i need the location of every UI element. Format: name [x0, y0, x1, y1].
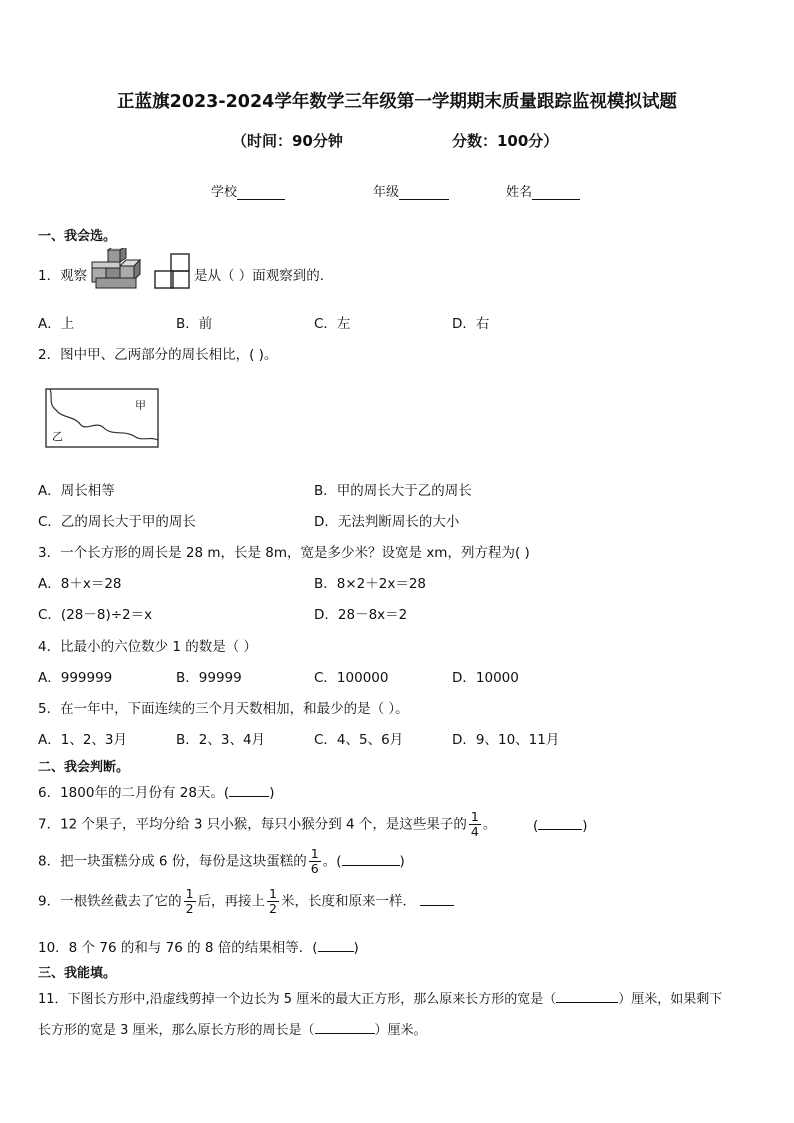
grade-blank[interactable]: [399, 185, 449, 200]
question-11-text-c: 长方形的宽是 3 厘米，那么原长方形的周长是（: [38, 1023, 315, 1038]
q3-option-a[interactable]: A．8＋x＝28: [38, 576, 122, 592]
name-blank[interactable]: [532, 185, 580, 200]
question-7: [38, 810, 496, 839]
question-7-text: 7．12 个果子，平均分给 3 只小猴，每只小猴分到 4 个，是这些果子的: [38, 816, 467, 833]
question-10: 10．8 个 76 的和与 76 的 8 倍的结果相等．( ): [38, 940, 359, 956]
q5-option-c[interactable]: C．4、5、6月: [314, 732, 404, 748]
q8-answer-blank[interactable]: [342, 853, 400, 866]
exam-time: （时间：90分钟: [232, 132, 343, 150]
grade-label: 年级: [373, 185, 400, 200]
question-9-pre: 9．一根铁丝截去了它的: [38, 893, 182, 910]
question-11-text-d: ）厘米。: [374, 1023, 427, 1038]
q6-answer-blank[interactable]: [229, 784, 269, 797]
q2-option-d[interactable]: D．无法判断周长的大小: [314, 514, 460, 530]
q11-width-blank[interactable]: [556, 990, 618, 1003]
question-11-line-2: [38, 1019, 427, 1038]
q1-option-d[interactable]: D．右: [452, 316, 490, 332]
q5-option-a[interactable]: A．1、2、3月: [38, 732, 128, 748]
question-9-mid: 后，再接上: [197, 893, 266, 910]
q1-option-a[interactable]: A．上: [38, 316, 75, 332]
q3-option-b[interactable]: B．8×2＋2x＝28: [314, 576, 427, 592]
q1-option-c[interactable]: C．左: [314, 316, 351, 332]
section-heading-judge: 二、我会判断。: [38, 760, 130, 775]
fraction-one-quarter: $\frac{1}{4}$: [470, 809, 479, 839]
fraction-one-half-a: $\frac{1}{2}$: [185, 886, 194, 916]
q7-after: 。: [482, 816, 497, 833]
q4-option-b[interactable]: B．99999: [176, 670, 242, 686]
exam-score: 分数：100分）: [452, 132, 559, 150]
q9-answer-blank[interactable]: [420, 893, 454, 906]
label-yi: 乙: [52, 430, 63, 443]
name-label: 姓名: [506, 185, 533, 200]
grade-field[interactable]: [373, 181, 449, 200]
fraction-one-sixth: $\frac{1}{6}$: [310, 846, 319, 876]
label-jia: 甲: [135, 399, 146, 412]
name-field[interactable]: [506, 181, 580, 200]
question-9-post: 米，长度和原来一样．: [281, 893, 416, 910]
question-4-text: 4．比最小的六位数少 1 的数是（ ）: [38, 639, 258, 655]
section-heading-fill: 三、我能填。: [38, 966, 117, 981]
q10-answer-blank[interactable]: [318, 939, 354, 952]
question-11-text-a: 11．下图长方形中,沿虚线剪掉一个边长为 5 厘米的最大正方形，那么原来长方形的宽是（: [38, 992, 557, 1007]
question-3-text: 3．一个长方形的周长是 28 m，长是 8m，宽是多少米？设宽是 xm，列方程为( ): [38, 545, 530, 561]
school-blank[interactable]: [237, 185, 285, 200]
q3-option-d[interactable]: D．28－8x＝2: [314, 607, 408, 623]
school-label: 学校: [211, 185, 238, 200]
page-title: 正蓝旗2023-2024学年数学三年级第一学期期末质量跟踪监视模拟试题: [117, 92, 677, 112]
q4-option-d[interactable]: D．10000: [452, 670, 519, 686]
q2-option-c[interactable]: C．乙的周长大于甲的周长: [38, 514, 196, 530]
q5-option-d[interactable]: D．9、10、11月: [452, 732, 560, 748]
question-1-text: 是从（ ）面观察到的．: [194, 268, 334, 284]
q7-answer: ( ): [533, 818, 588, 834]
q4-option-a[interactable]: A．999999: [38, 670, 113, 686]
q1-option-b[interactable]: B．前: [176, 316, 213, 332]
question-11-text-b: ）厘米，如果剩下: [618, 992, 723, 1007]
question-9: [38, 887, 454, 916]
q4-option-c[interactable]: C．100000: [314, 670, 389, 686]
q6-close: ): [269, 785, 275, 801]
question-10-text: 10．8 个 76 的和与 76 的 8 倍的结果相等．(: [38, 940, 318, 956]
question-11-line-1: [38, 988, 722, 1007]
question-6: [38, 781, 274, 801]
question-8-text: 8．把一块蛋糕分成 6 份，每份是这块蛋糕的: [38, 853, 307, 870]
question-5-text: 5．在一年中，下面连续的三个月天数相加，和最少的是（ ）。: [38, 701, 409, 717]
fraction-one-half-b: $\frac{1}{2}$: [269, 886, 277, 916]
question-1-prefix: 1．观察: [38, 268, 88, 284]
q7-answer-blank[interactable]: [538, 817, 582, 830]
cube-stack-figure: [90, 248, 146, 292]
question-6-text: 6．1800年的二月份有 28天。(: [38, 785, 230, 801]
question-2-text: 2．图中甲、乙两部分的周长相比，( )。: [38, 347, 278, 363]
q2-option-a[interactable]: A．周长相等: [38, 483, 115, 499]
q11-perimeter-blank[interactable]: [315, 1021, 375, 1034]
q3-option-c[interactable]: C．(28－8)÷2＝x: [38, 607, 153, 623]
school-field[interactable]: [211, 181, 285, 200]
q5-option-b[interactable]: B．2、3、4月: [176, 732, 266, 748]
view-figure: [153, 252, 193, 290]
q2-option-b[interactable]: B．甲的周长大于乙的周长: [314, 483, 472, 499]
question-8: 8．把一块蛋糕分成 6 份，每份是这块蛋糕的 $\frac{1}{6}$ 。( ): [38, 846, 405, 876]
section-heading-choose: 一、我会选。: [38, 229, 117, 244]
q8-after: 。(: [322, 853, 342, 870]
